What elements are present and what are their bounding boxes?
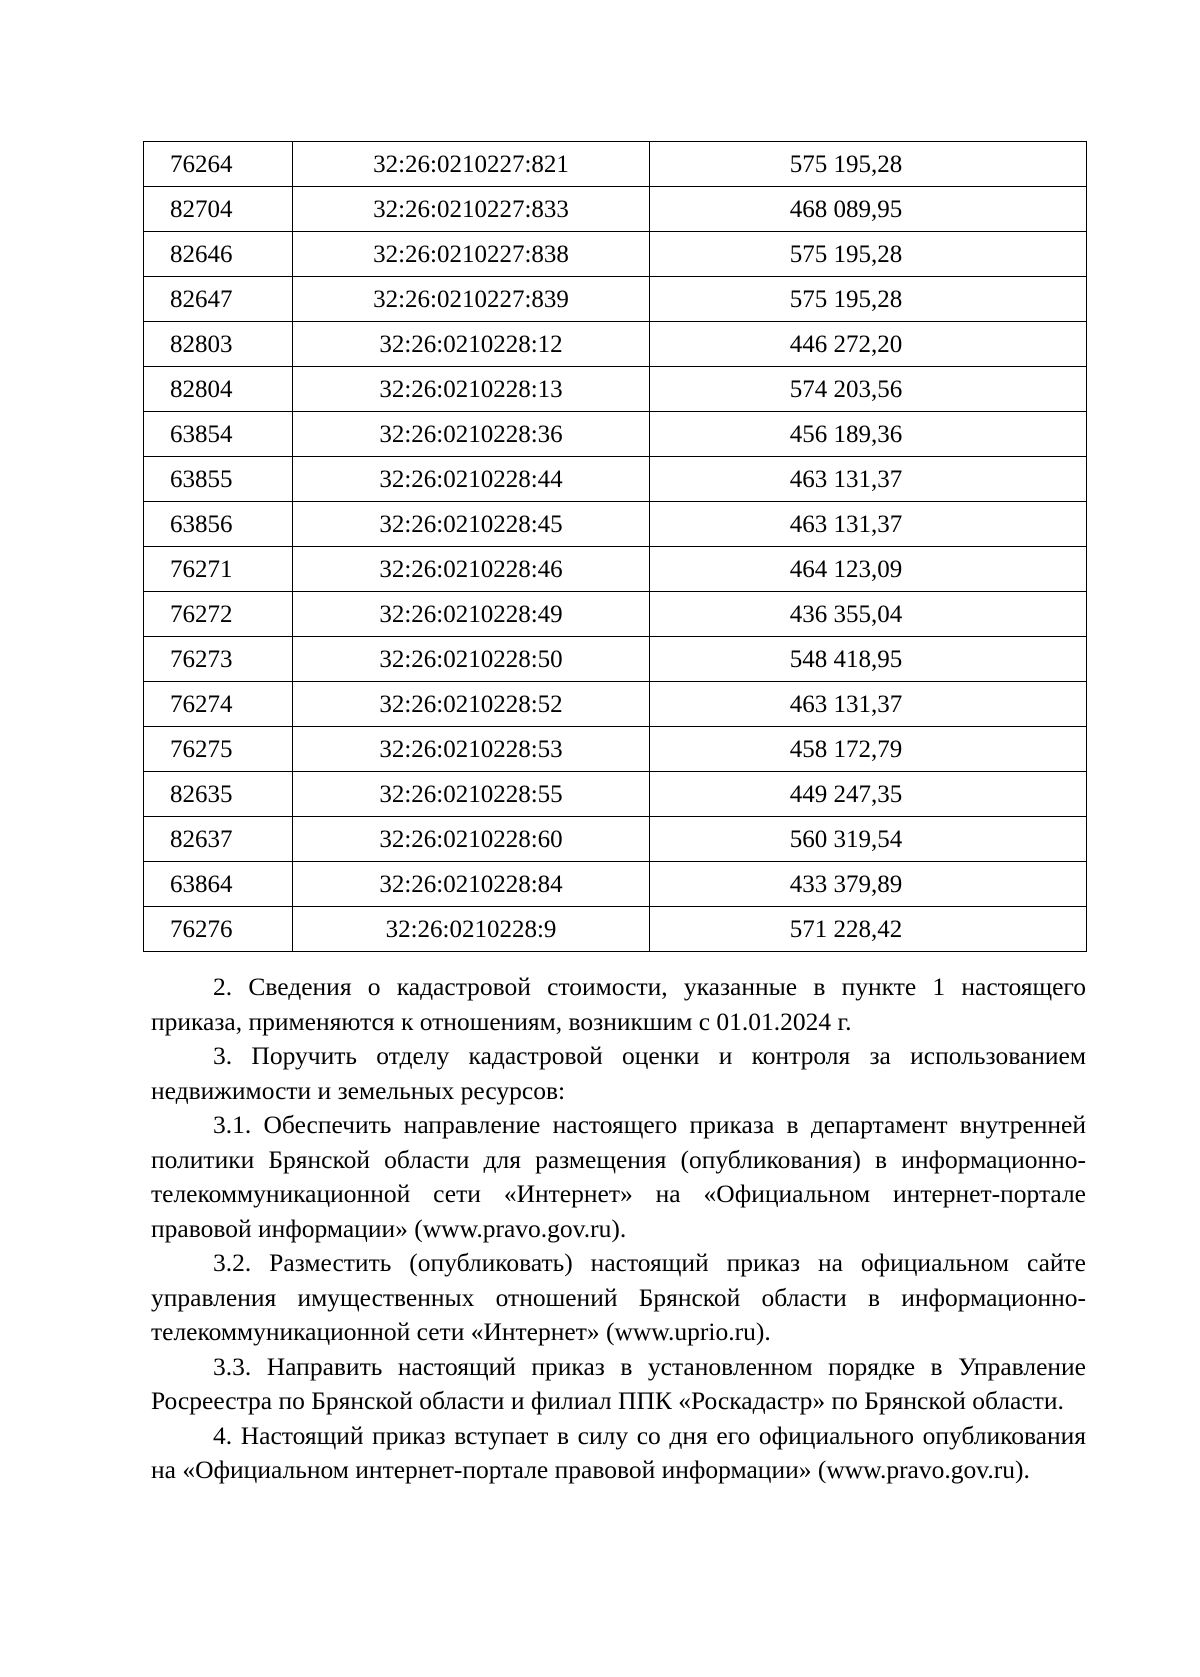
cadastral-number-cell: 32:26:0210228:60 [293,817,650,862]
row-id-cell: 76271 [144,547,293,592]
cadastral-value-cell: 463 131,37 [650,682,1087,727]
cadastral-number-cell: 32:26:0210228:9 [293,907,650,952]
cadastral-value-cell: 463 131,37 [650,457,1087,502]
row-id-cell: 76275 [144,727,293,772]
table-row [144,412,1087,457]
cadastral-value-cell: 436 355,04 [650,592,1087,637]
row-id-cell: 82803 [144,322,293,367]
cadastral-number-cell: 32:26:0210228:46 [293,547,650,592]
table-row [144,502,1087,547]
cadastral-value-cell: 464 123,09 [650,547,1087,592]
table-row [144,682,1087,727]
table-row [144,772,1087,817]
cadastral-value-cell: 574 203,56 [650,367,1087,412]
table-row [144,547,1087,592]
row-id-cell: 82804 [144,367,293,412]
table-row [144,592,1087,637]
cadastral-value-cell: 449 247,35 [650,772,1087,817]
cadastral-number-cell: 32:26:0210228:49 [293,592,650,637]
table-row [144,142,1087,187]
paragraph-3-3: 3.3. Направить настоящий приказ в установленном порядке в Управление Росреестра по Брянской области и филиал ППК «Роскадастр» по Брянской области. [151,1351,1086,1415]
cadastral-value-cell: 446 272,20 [650,322,1087,367]
cadastral-value-table [143,141,1087,952]
row-id-cell: 63864 [144,862,293,907]
row-id-cell: 63855 [144,457,293,502]
cadastral-value-cell: 456 189,36 [650,412,1087,457]
table-body [144,142,1087,952]
paragraph-2: 2. Сведения о кадастровой стоимости, указанные в пункте 1 настоящего приказа, применяются к отношениям, возникшим с 01.01.2024 г. [151,972,1086,1036]
row-id-cell: 82646 [144,232,293,277]
cadastral-number-cell: 32:26:0210228:44 [293,457,650,502]
row-id-cell: 76272 [144,592,293,637]
row-id-cell: 76276 [144,907,293,952]
cadastral-number-cell: 32:26:0210228:45 [293,502,650,547]
cadastral-number-cell: 32:26:0210227:821 [293,142,650,187]
row-id-cell: 76264 [144,142,293,187]
table-row [144,187,1087,232]
cadastral-value-cell: 575 195,28 [650,142,1087,187]
cadastral-value-cell: 571 228,42 [650,907,1087,952]
cadastral-value-cell: 458 172,79 [650,727,1087,772]
table-row [144,862,1087,907]
row-id-cell: 82637 [144,817,293,862]
table-row [144,457,1087,502]
cadastral-number-cell: 32:26:0210228:52 [293,682,650,727]
table-row [144,277,1087,322]
table-row [144,907,1087,952]
cadastral-number-cell: 32:26:0210228:12 [293,322,650,367]
row-id-cell: 82704 [144,187,293,232]
cadastral-value-cell: 560 319,54 [650,817,1087,862]
table-row [144,367,1087,412]
row-id-cell: 76273 [144,637,293,682]
cadastral-number-cell: 32:26:0210227:838 [293,232,650,277]
cadastral-number-cell: 32:26:0210228:36 [293,412,650,457]
cadastral-value-cell: 575 195,28 [650,277,1087,322]
row-id-cell: 76274 [144,682,293,727]
table-row [144,322,1087,367]
cadastral-number-cell: 32:26:0210227:833 [293,187,650,232]
cadastral-value-cell: 548 418,95 [650,637,1087,682]
row-id-cell: 82635 [144,772,293,817]
cadastral-number-cell: 32:26:0210228:55 [293,772,650,817]
cadastral-value-cell: 433 379,89 [650,862,1087,907]
cadastral-number-cell: 32:26:0210228:84 [293,862,650,907]
cadastral-number-cell: 32:26:0210228:53 [293,727,650,772]
table-row [144,232,1087,277]
row-id-cell: 63856 [144,502,293,547]
cadastral-number-cell: 32:26:0210228:50 [293,637,650,682]
paragraph-3-2: 3.2. Разместить (опубликовать) настоящий приказ на официальном сайте управления имущественных отношений Брянской области в информационно-телекоммуникационной сети «Интернет» (www.uprio.ru). [151,1248,1086,1346]
cadastral-value-cell: 575 195,28 [650,232,1087,277]
row-id-cell: 63854 [144,412,293,457]
table-row [144,637,1087,682]
paragraph-4: 4. Настоящий приказ вступает в силу со дня его официального опубликования на «Официальном интернет-портале правовой информации» (www.pravo.gov.ru). [151,1420,1086,1484]
cadastral-value-cell: 468 089,95 [650,187,1087,232]
cadastral-number-cell: 32:26:0210228:13 [293,367,650,412]
cadastral-value-cell: 463 131,37 [650,502,1087,547]
row-id-cell: 82647 [144,277,293,322]
order-text [151,970,1086,1488]
cadastral-number-cell: 32:26:0210227:839 [293,277,650,322]
table-row [144,727,1087,772]
table-row [144,817,1087,862]
paragraph-3-1: 3.1. Обеспечить направление настоящего приказа в департамент внутренней политики Брянской области для размещения (опубликования) в информационно-телекоммуникационной сети «Интернет» на «Официальном интернет-портале правовой информации» (www.pravo.gov.ru). [151,1110,1086,1243]
paragraph-3: 3. Поручить отделу кадастровой оценки и контроля за использованием недвижимости и земельных ресурсов: [151,1041,1086,1105]
